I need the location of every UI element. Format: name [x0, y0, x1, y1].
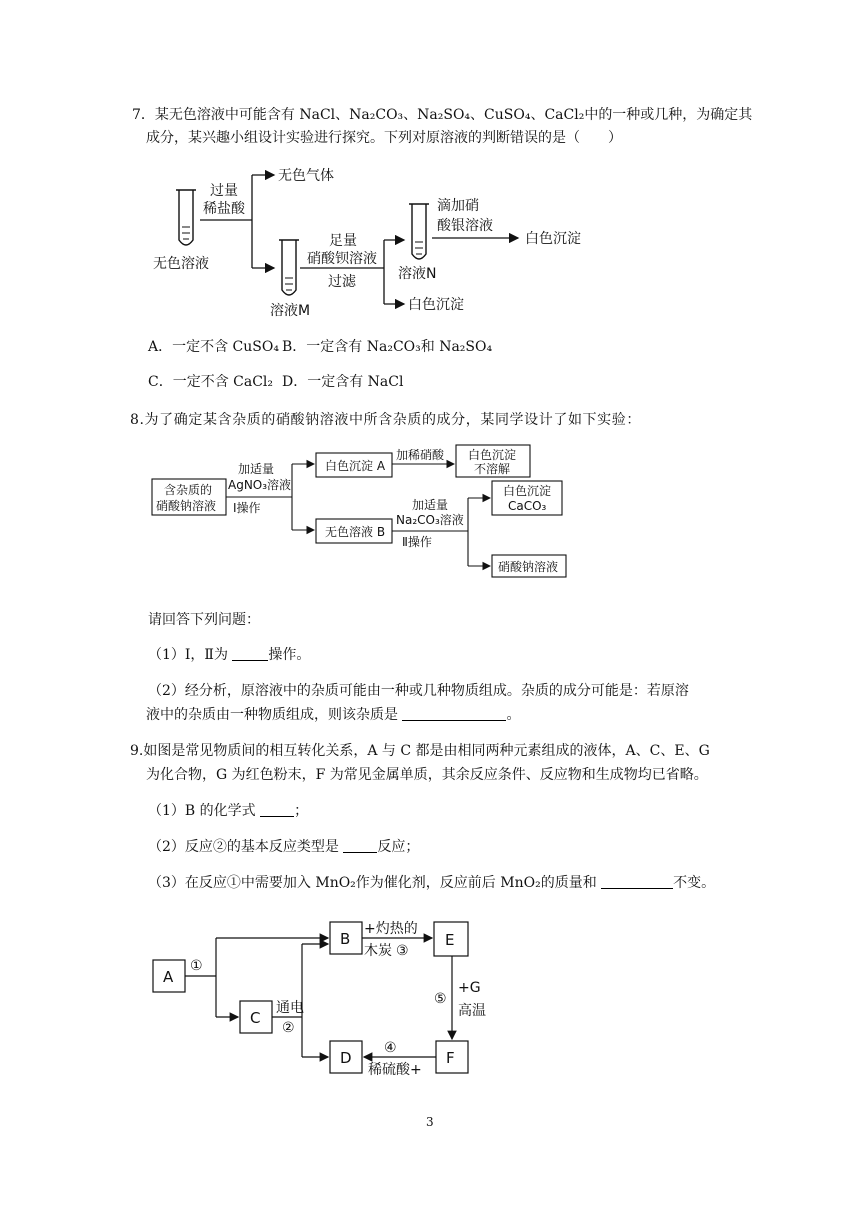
q9-node-f — [436, 1041, 468, 1073]
q8-prompt: 请回答下列问题： — [148, 612, 260, 628]
q8-step2-line3: Ⅱ操作 — [402, 535, 432, 549]
q9-node-a — [153, 960, 185, 992]
svg-text:B: B — [340, 930, 351, 948]
q8-sub2-line2 — [146, 705, 520, 725]
q9-node-b — [330, 922, 362, 954]
q9-sub2-blank[interactable] — [343, 838, 377, 853]
q8-stem: 8.为了确定某含杂质的硝酸钠溶液中所含杂质的成分，某同学设计了如下实验： — [130, 412, 641, 428]
q8-step1-line3: Ⅰ操作 — [233, 501, 261, 515]
q7-stem-line1: 7．某无色溶液中可能含有 NaCl、Na₂CO₃、Na₂SO₄、CuSO₄、CaCl₂中的一种或几种，为确定其 — [132, 107, 753, 123]
q9-stem-line2: 为化合物，G 为红色粉末，F 为常见金属单质，其余反应条件、反应物和生成物均已省略。 — [146, 767, 708, 783]
q9-sub2 — [148, 837, 419, 857]
q7-option-d: D．一定含有 NaCl — [282, 374, 404, 390]
q9-sub1 — [148, 801, 308, 821]
q7-option-c: C．一定不含 CaCl₂ — [148, 374, 274, 390]
q9-r4-cond: 稀硫酸+ — [368, 1062, 422, 1078]
q7-label-reagent3a: 滴加硝 — [437, 198, 479, 214]
q9-sub2-text: （2）反应②的基本反应类型是 — [148, 839, 339, 855]
q8-sub2-blank[interactable] — [402, 706, 506, 721]
q7-label-reagent1b: 稀盐酸 — [203, 201, 245, 217]
svg-text:A: A — [163, 968, 174, 986]
q7-label-solution-n: 溶液N — [398, 266, 437, 282]
q7-label-reagent3b: 酸银溶液 — [437, 218, 493, 234]
q9-r3-cond-line1: +灼热的 — [364, 921, 418, 937]
q9-sub1-text: （1）B 的化学式 — [148, 803, 256, 819]
svg-text:F: F — [446, 1049, 455, 1067]
q9-sub3 — [148, 873, 715, 893]
q7-test-tube-n — [409, 204, 429, 259]
q8-box-precip-a: 白色沉淀 A — [325, 459, 386, 473]
q9-node-e — [434, 922, 468, 956]
q8-sub2-text-after: 。 — [506, 707, 521, 723]
q7-label-precip-bottom: 白色沉淀 — [408, 297, 464, 313]
q7-test-tube-start — [176, 190, 196, 245]
q8-sub1-text: （1）Ⅰ，Ⅱ为 — [148, 647, 228, 663]
svg-text:D: D — [340, 1049, 352, 1067]
q9-r2-cond: 通电 — [276, 1000, 304, 1016]
q7-label-reagent2a: 足量 — [329, 233, 357, 249]
q9-stem-line1: 9.如图是常见物质间的相互转化关系，A 与 C 都是由相同两种元素组成的液体，A、C、E、G — [130, 743, 710, 759]
q7-label-reagent2b: 硝酸钡溶液 — [307, 251, 377, 267]
q9-r1: ① — [190, 958, 203, 974]
q9-sub3-text-after: 不变。 — [673, 875, 716, 891]
q9-sub3-text: （3）在反应①中需要加入 MnO₂作为催化剂，反应前后 MnO₂的质量和 — [148, 875, 597, 891]
q8-sub1-blank[interactable] — [232, 646, 268, 661]
q8-start-box-line2: 硝酸钠溶液 — [156, 499, 217, 513]
q8-sub1 — [148, 645, 310, 665]
q8-box-caco3-line2: CaCO₃ — [508, 499, 547, 513]
q8-box-caco3-line1: 白色沉淀 — [503, 484, 552, 498]
q8-sub1-text-after: 操作。 — [268, 647, 311, 663]
svg-text:C: C — [250, 1009, 261, 1027]
q9-sub1-blank[interactable] — [260, 802, 294, 817]
q7-option-a: A．一定不含 CuSO₄ — [148, 339, 279, 355]
q9-r3: ③ — [396, 943, 409, 959]
q7-test-tube-m — [279, 240, 299, 295]
q9-node-d — [330, 1041, 362, 1073]
q8-start-box-line1: 含杂质的 — [164, 483, 213, 497]
q8-step1-line1: 加适量 — [238, 462, 275, 476]
page-number: 3 — [426, 1115, 434, 1129]
q9-r5: ⑤ — [434, 991, 447, 1007]
q8-step1-line2: AgNO₃溶液 — [228, 478, 292, 492]
q9-sub3-blank[interactable] — [601, 874, 673, 889]
q9-r2: ② — [282, 1020, 295, 1036]
q7-label-reagent2c: 过滤 — [328, 274, 356, 290]
q8-box-nano3: 硝酸钠溶液 — [498, 560, 559, 574]
q9-sub1-text-after: ； — [294, 803, 309, 819]
q8-label-acid: 加稀硝酸 — [396, 448, 445, 462]
q7-option-b: B．一定含有 Na₂CO₃和 Na₂SO₄ — [282, 339, 493, 355]
q7-label-precip-right: 白色沉淀 — [525, 231, 581, 247]
q8-sub2-line1: （2）经分析，原溶液中的杂质可能由一种或几种物质组成。杂质的成分可能是：若原溶 — [148, 683, 689, 699]
q8-box-solution-b: 无色溶液 B — [325, 525, 386, 539]
svg-text:E: E — [445, 931, 455, 949]
q8-box-insoluble-line1: 白色沉淀 — [468, 448, 517, 462]
q7-label-solution-m: 溶液M — [270, 303, 311, 319]
q9-r4: ④ — [384, 1040, 397, 1056]
q9-r3-cond-line2: 木炭 — [364, 943, 392, 959]
q9-r5-cond-line2: 高温 — [458, 1003, 486, 1019]
q7-label-start: 无色溶液 — [153, 256, 209, 272]
q7-label-colorless-gas: 无色气体 — [278, 168, 334, 184]
q9-node-c — [240, 1001, 272, 1033]
q8-sub2-text: 液中的杂质由一种物质组成，则该杂质是 — [146, 707, 398, 723]
q8-step2-line1: 加适量 — [412, 498, 449, 512]
q9-r5-cond-line1: +G — [458, 980, 481, 996]
q9-sub2-text-after: 反应； — [377, 839, 420, 855]
q8-step2-line2: Na₂CO₃溶液 — [396, 513, 464, 527]
q7-stem-line2: 成分，某兴趣小组设计实验进行探究。下列对原溶液的判断错误的是（ ） — [146, 130, 622, 146]
q8-box-insoluble-line2: 不溶解 — [474, 462, 511, 476]
q7-label-reagent1a: 过量 — [210, 183, 238, 199]
